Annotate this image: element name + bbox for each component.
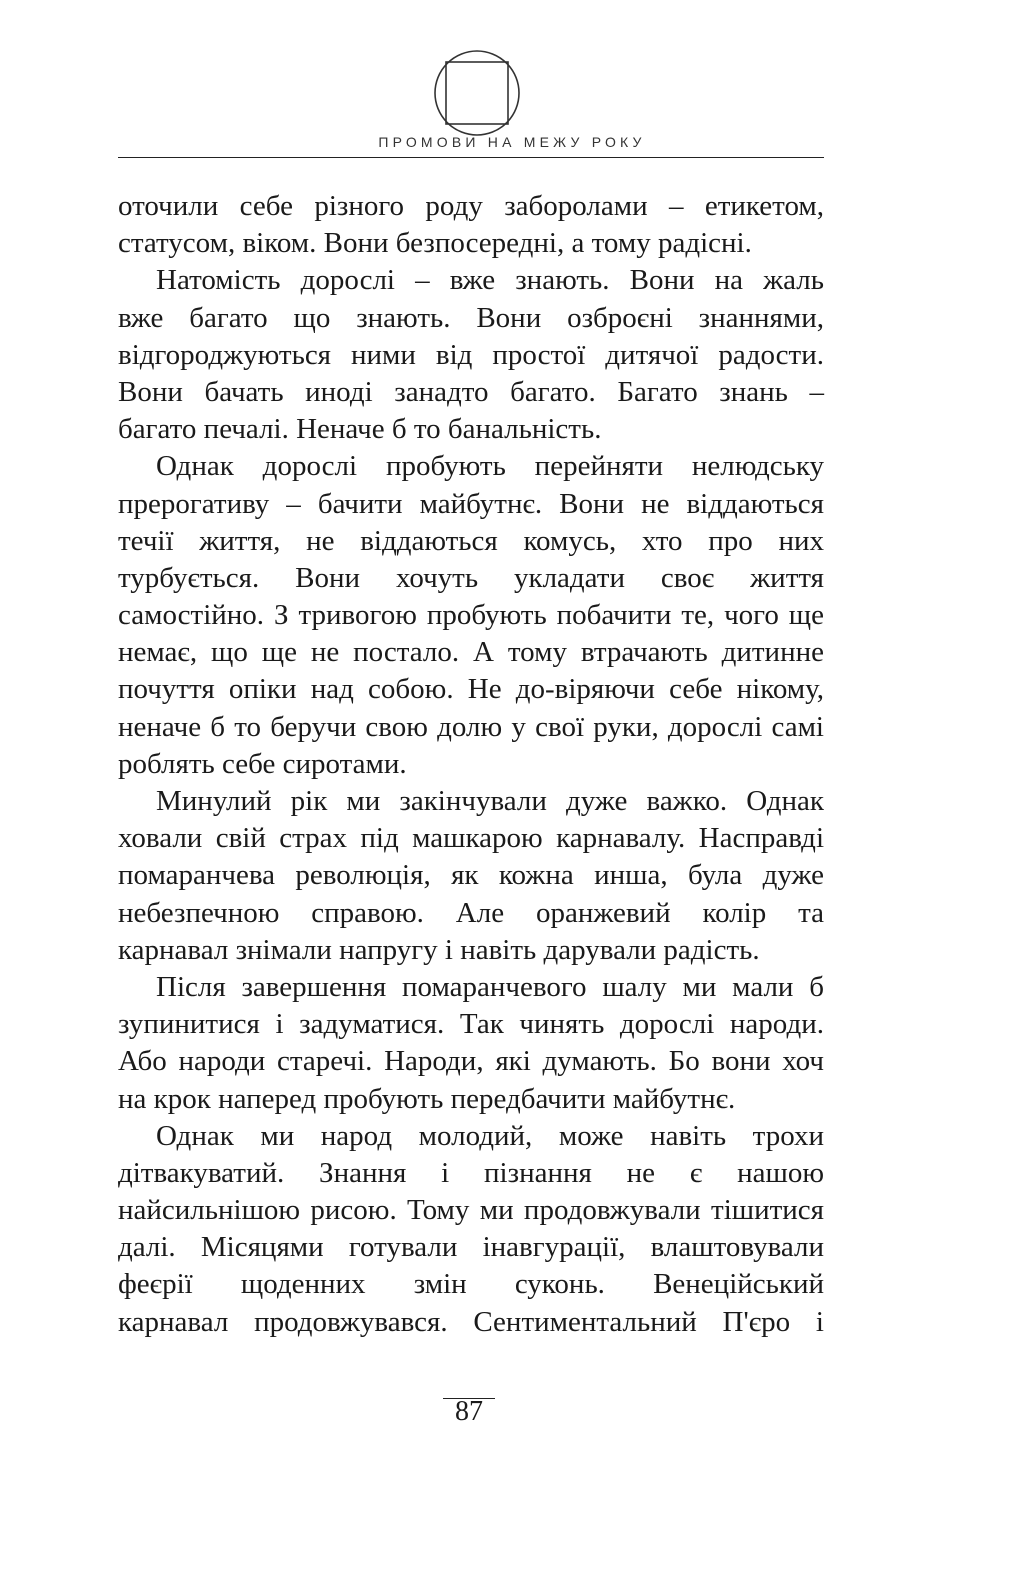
text-line: статусом, віком. Вони безпосередні, а тому радісні.	[118, 227, 752, 260]
body-text	[118, 188, 824, 1341]
text-line: дітвакуватий. Знання і пізнання не є нашою	[118, 1156, 824, 1189]
text-line: Натомість дорослі – вже знають. Вони на жаль	[156, 264, 824, 297]
text-line: зупинитися і задуматися. Так чинять дорослі народи.	[118, 1008, 824, 1041]
text-line: неначе б то беручи свою долю у свої руки, дорослі самі	[118, 710, 824, 743]
paragraph	[118, 783, 824, 969]
text-line: помаранчева революція, як кожна инша, була дуже	[118, 859, 824, 892]
text-line: Після завершення помаранчевого шалу ми мали б	[156, 970, 824, 1003]
running-title: ПРОМОВИ НА МЕЖУ РОКУ	[378, 134, 646, 150]
text-line: Або народи старечі. Народи, які думають. Бо вони хоч	[118, 1045, 824, 1078]
text-line: найсильнішою рисою. Тому ми продовжували тішитися	[118, 1194, 824, 1227]
text-line: Однак дорослі пробують перейняти нелюдську	[156, 450, 824, 483]
paragraph	[118, 969, 824, 1118]
paragraph	[118, 262, 824, 448]
page-footer	[443, 1398, 495, 1429]
text-line: багато печалі. Неначе б то банальність.	[118, 413, 602, 446]
text-line: роблять себе сиротами.	[118, 747, 407, 780]
text-line: Вони бачать иноді занадто багато. Багато знань –	[118, 375, 824, 408]
text-line: прерогативу – бачити майбутнє. Вони не віддаються	[118, 487, 824, 520]
circle-square-emblem-icon	[433, 49, 521, 137]
paragraph	[118, 448, 824, 783]
text-line: на крок наперед пробують передбачити майбутнє.	[118, 1082, 736, 1115]
text-line: далі. Місяцями готували інавгурації, влаштовували	[118, 1231, 824, 1264]
text-line: турбується. Вони хочуть укладати своє життя	[118, 561, 824, 594]
header-rule	[118, 157, 824, 158]
text-line: вже багато що знають. Вони озброєні знаннями,	[118, 301, 824, 334]
text-line: ховали свій страх під машкарою карнавалу. Насправді	[118, 822, 824, 855]
text-line: небезпечною справою. Але оранжевий колір та	[118, 896, 824, 929]
text-line: немає, що ще не постало. А тому втрачають дитинне	[118, 636, 824, 669]
text-line: оточили себе різного роду заборолами – етикетом,	[118, 190, 824, 222]
paragraph	[118, 188, 824, 262]
page-number: 87	[455, 1396, 483, 1427]
text-line: феєрії щоденних змін суконь. Венеційський	[118, 1268, 824, 1301]
text-line: почуття опіки над собою. Не до-віряючи себе нікому,	[118, 673, 824, 706]
text-line: відгороджуються ними від простої дитячої радости.	[118, 338, 824, 371]
paragraph	[118, 1118, 824, 1341]
text-line: самостійно. З тривогою пробують побачити те, чого ще	[118, 599, 824, 632]
text-line: Минулий рік ми закінчували дуже важко. Однак	[156, 785, 824, 817]
text-line: карнавал знімали напругу і навіть дарували радість.	[118, 933, 760, 966]
text-line: карнавал продовжувався. Сентиментальний П'єро і	[118, 1305, 824, 1338]
text-line: течії життя, не віддаються комусь, хто про них	[118, 524, 824, 557]
text-line: Однак ми народ молодий, може навіть трохи	[156, 1119, 824, 1152]
